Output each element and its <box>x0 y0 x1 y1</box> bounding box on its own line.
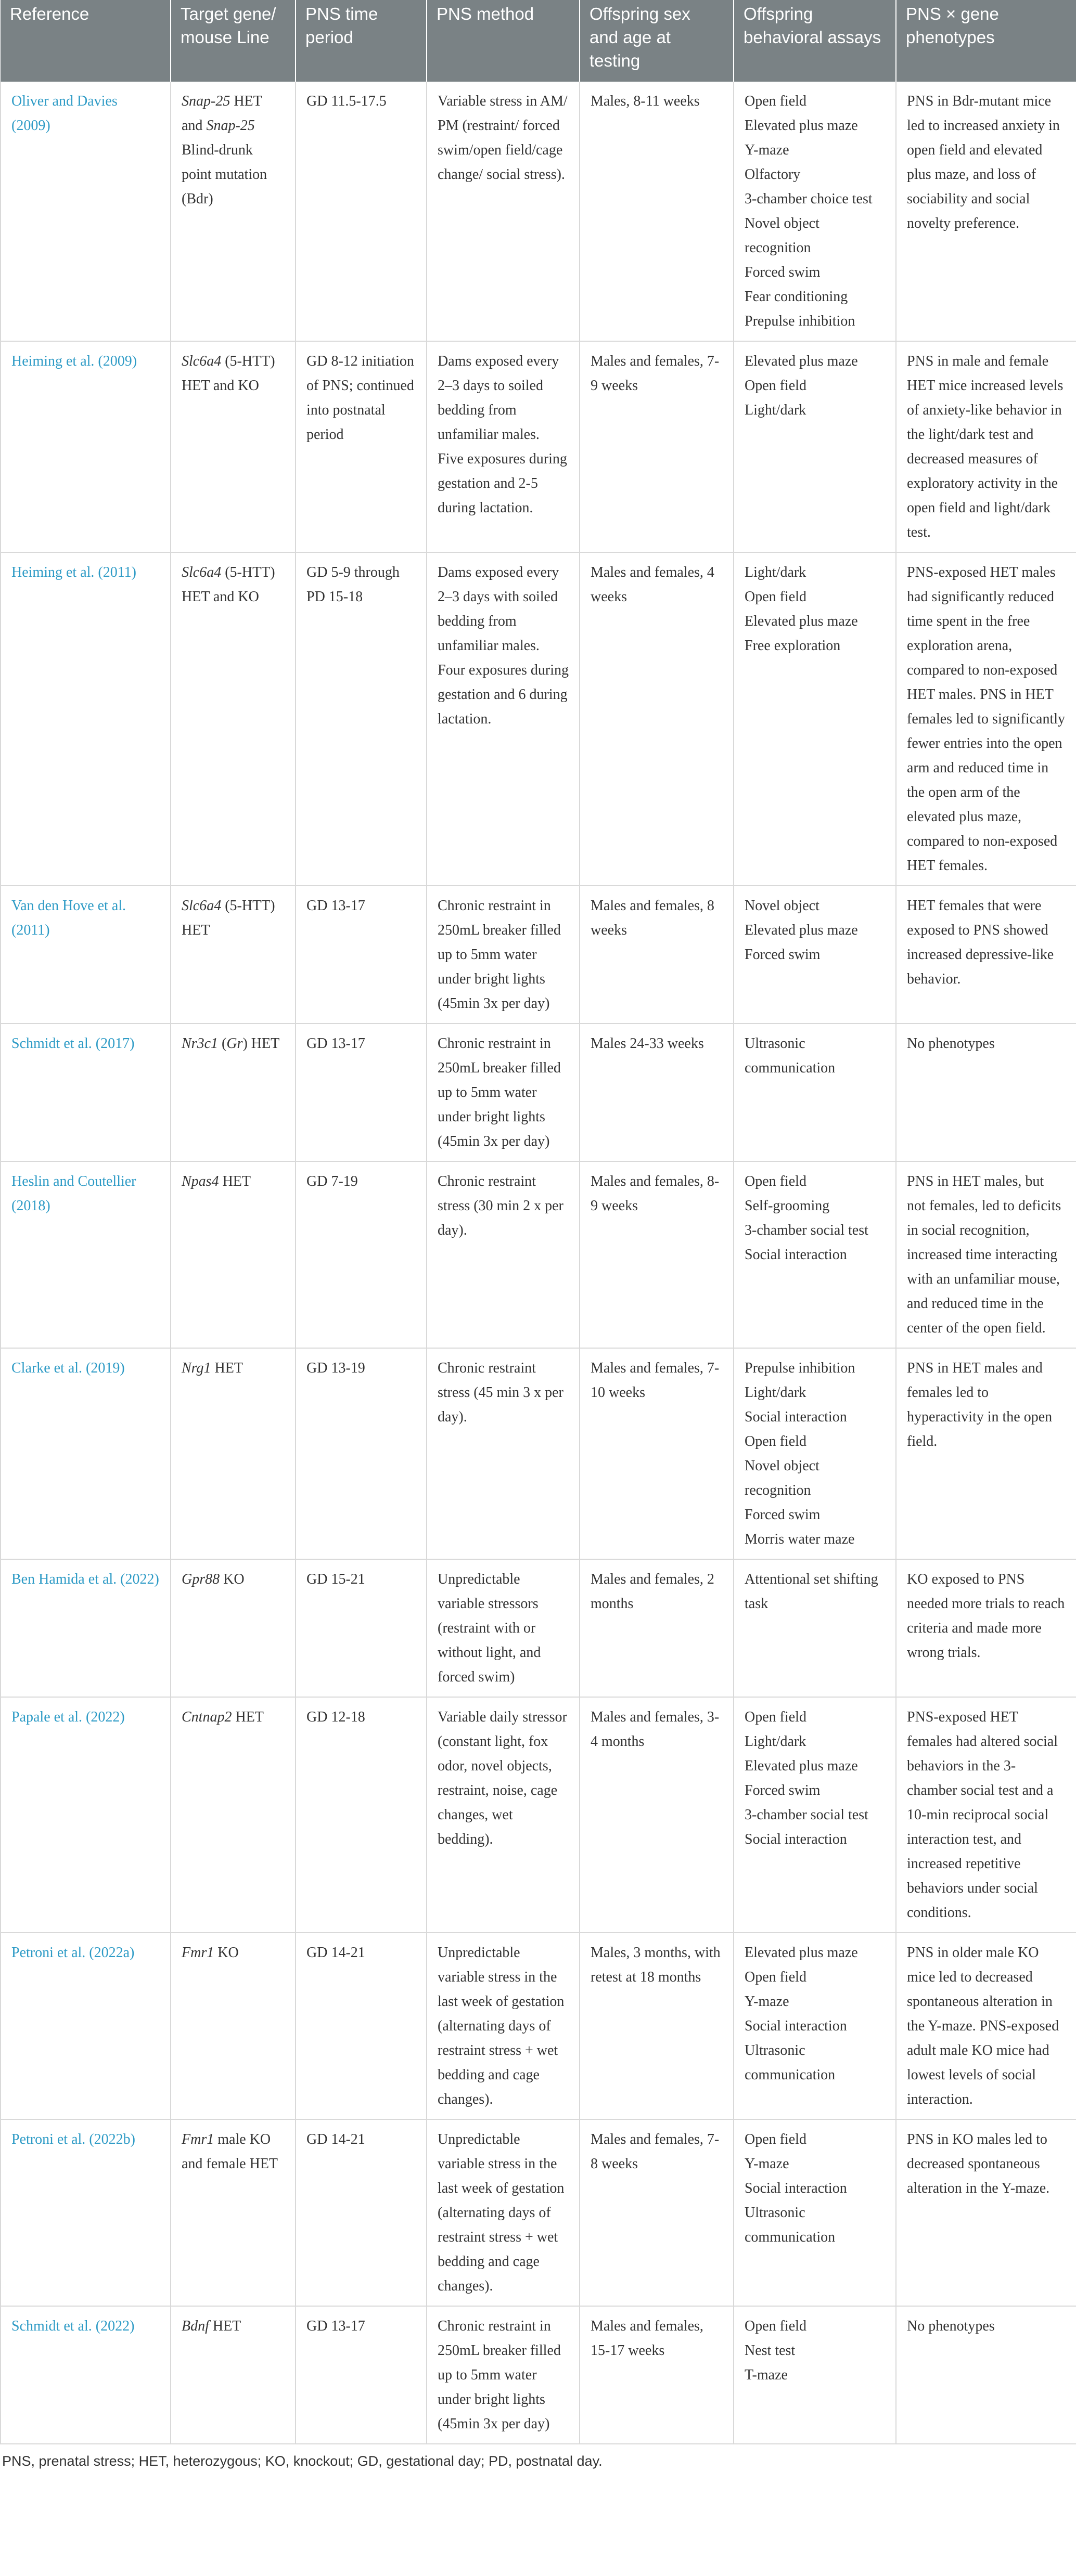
assay-item: Prepulse inhibition <box>745 313 855 329</box>
header-pns-method: PNS method <box>427 0 580 82</box>
behavioral-assays-cell <box>734 1559 896 1697</box>
pns-method-cell: Chronic restraint in 250mL breaker filled up to 5mm water under bright lights (45min 3x per day) <box>427 886 580 1024</box>
assay-item: Open field <box>745 93 806 109</box>
gene-symbol: Gpr88 <box>182 1571 220 1587</box>
phenotypes-cell: PNS-exposed HET males had significantly reduced time spent in the free exploration arena, compared to non-exposed HET males. PNS in HET females led to significantly fewer entries into the open arm and reduced time in the open arm of the elevated plus maze, compared to non-exposed HET females. <box>896 552 1076 886</box>
assay-item: Open field <box>745 1969 806 1985</box>
pns-method-cell: Unpredictable variable stressors (restraint with or without light, and forced swim) <box>427 1559 580 1697</box>
pns-time-period-cell: GD 14-21 <box>296 2119 427 2306</box>
assay-item: Ultrasonic communication <box>745 2042 836 2083</box>
offspring-sex-age-cell: Males and females, 2 months <box>580 1559 734 1697</box>
reference-link[interactable]: Schmidt et al. (2022) <box>1 2306 171 2444</box>
assay-item: Fear conditioning <box>745 289 848 305</box>
header-phenotypes: PNS × gene phenotypes <box>896 0 1076 82</box>
behavioral-assays-cell <box>734 1024 896 1161</box>
reference-link[interactable]: Heiming et al. (2011) <box>1 552 171 886</box>
phenotypes-cell: PNS-exposed HET females had altered social behaviors in the 3-chamber social test and a 10-min reciprocal social interaction test, and increased repetitive behaviors under social conditions. <box>896 1697 1076 1933</box>
assay-item: Y-maze <box>745 1994 789 2010</box>
reference-link[interactable]: Petroni et al. (2022a) <box>1 1933 171 2119</box>
phenotypes-cell: PNS in KO males led to decreased spontaneous alteration in the Y-maze. <box>896 2119 1076 2306</box>
gene-text: KO <box>220 1571 245 1587</box>
pns-method-cell: Chronic restraint stress (30 min 2 x per day). <box>427 1161 580 1348</box>
assay-item: Open field <box>745 2131 806 2147</box>
table-row <box>1 2119 1076 2306</box>
table-row <box>1 1933 1076 2119</box>
table-body <box>1 82 1076 2444</box>
pns-time-period-cell: GD 14-21 <box>296 1933 427 2119</box>
behavioral-assays-cell <box>734 2306 896 2444</box>
gene-symbol: Snap-25 <box>206 118 255 134</box>
assay-item: Social interaction <box>745 1247 847 1263</box>
pns-time-period-cell: GD 13-19 <box>296 1348 427 1559</box>
assay-item: Open field <box>745 1709 806 1725</box>
header-offspring-sex-age: Offspring sex and age at testing <box>580 0 734 82</box>
table-footnote: PNS, prenatal stress; HET, heterozygous; KO, knockout; GD, gestational day; PD, postnatal day. <box>2 2453 603 2469</box>
assay-item: Light/dark <box>745 1384 806 1401</box>
assay-item: Forced swim <box>745 264 821 280</box>
assay-item: 3-chamber choice test <box>745 191 873 207</box>
reference-link[interactable]: Oliver and Davies (2009) <box>1 82 171 341</box>
assay-item: Open field <box>745 589 806 605</box>
assay-item: Novel object recognition <box>745 1458 819 1498</box>
reference-link[interactable]: Schmidt et al. (2017) <box>1 1024 171 1161</box>
assay-item: Self-grooming <box>745 1198 830 1214</box>
pns-time-period-cell: GD 11.5-17.5 <box>296 82 427 341</box>
gene-text: KO <box>214 1945 239 1961</box>
pns-time-period-cell: GD 12-18 <box>296 1697 427 1933</box>
target-gene-cell <box>171 1933 296 2119</box>
reference-link[interactable]: Clarke et al. (2019) <box>1 1348 171 1559</box>
pns-time-period-cell: GD 13-17 <box>296 1024 427 1161</box>
assay-item: Y-maze <box>745 2156 789 2172</box>
pns-time-period-cell: GD 5-9 through PD 15-18 <box>296 552 427 886</box>
pns-method-cell: Chronic restraint in 250mL breaker filled up to 5mm water under bright lights (45min 3x per day) <box>427 2306 580 2444</box>
header-reference: Reference <box>1 0 171 82</box>
table-row <box>1 886 1076 1024</box>
behavioral-assays-cell <box>734 552 896 886</box>
assay-item: Elevated plus maze <box>745 118 858 134</box>
assay-item: 3-chamber social test <box>745 1807 868 1823</box>
behavioral-assays-cell <box>734 2119 896 2306</box>
pns-time-period-cell: GD 13-17 <box>296 2306 427 2444</box>
assay-item: Elevated plus maze <box>745 613 858 629</box>
gene-text: (5-HTT) HET and KO <box>182 564 275 605</box>
assay-item: Social interaction <box>745 1409 847 1425</box>
assay-item: Ultrasonic communication <box>745 2205 836 2245</box>
behavioral-assays-cell <box>734 1348 896 1559</box>
assay-item: Elevated plus maze <box>745 1758 858 1774</box>
pns-method-cell: Dams exposed every 2–3 days to soiled bedding from unfamiliar males. Five exposures during gestation and 2-5 during lactation. <box>427 341 580 552</box>
target-gene-cell <box>171 1161 296 1348</box>
phenotypes-cell: PNS in Bdr-mutant mice led to increased anxiety in open field and elevated plus maze, and loss of sociability and social novelty preference. <box>896 82 1076 341</box>
assay-item: 3-chamber social test <box>745 1222 868 1238</box>
reference-link[interactable]: Papale et al. (2022) <box>1 1697 171 1933</box>
table-row <box>1 341 1076 552</box>
gene-text: ) HET <box>242 1035 280 1052</box>
target-gene-cell <box>171 1348 296 1559</box>
assay-item: Morris water maze <box>745 1531 855 1547</box>
assay-item: Elevated plus maze <box>745 1945 858 1961</box>
gene-text: ( <box>218 1035 227 1052</box>
table-header <box>1 0 1076 82</box>
offspring-sex-age-cell: Males and females, 7-10 weeks <box>580 1348 734 1559</box>
behavioral-assays-cell <box>734 341 896 552</box>
header-behavioral-assays: Offspring behavioral assays <box>734 0 896 82</box>
assay-item: Forced swim <box>745 1507 821 1523</box>
assay-item: T-maze <box>745 2367 788 2383</box>
offspring-sex-age-cell: Males and females, 15-17 weeks <box>580 2306 734 2444</box>
table-row <box>1 1161 1076 1348</box>
table-row <box>1 82 1076 341</box>
assay-item: Elevated plus maze <box>745 922 858 938</box>
gene-text: HET <box>219 1173 251 1189</box>
gene-symbol: Slc6a4 <box>182 898 222 914</box>
offspring-sex-age-cell: Males and females, 7-8 weeks <box>580 2119 734 2306</box>
assay-item: Prepulse inhibition <box>745 1360 855 1376</box>
assay-item: Olfactory <box>745 166 801 183</box>
assay-item: Open field <box>745 1433 806 1449</box>
phenotypes-cell: HET females that were exposed to PNS showed increased depressive-like behavior. <box>896 886 1076 1024</box>
assay-item: Light/dark <box>745 1733 806 1750</box>
table-row <box>1 2306 1076 2444</box>
offspring-sex-age-cell: Males and females, 3-4 months <box>580 1697 734 1933</box>
reference-link[interactable]: Van den Hove et al. (2011) <box>1 886 171 1024</box>
phenotypes-cell: KO exposed to PNS needed more trials to reach criteria and made more wrong trials. <box>896 1559 1076 1697</box>
gene-text: HET <box>211 1360 243 1376</box>
gene-symbol: Slc6a4 <box>182 564 222 580</box>
phenotypes-cell: PNS in HET males, but not females, led to deficits in social recognition, increased time interacting with an unfamiliar mouse, and reduced time in the center of the open field. <box>896 1161 1076 1348</box>
assay-item: Novel object recognition <box>745 215 819 256</box>
target-gene-cell <box>171 2119 296 2306</box>
pns-method-cell: Unpredictable variable stress in the last week of gestation (alternating days of restraint stress + wet bedding and cage changes). <box>427 1933 580 2119</box>
assay-item: Open field <box>745 1173 806 1189</box>
behavioral-assays-cell <box>734 1697 896 1933</box>
gene-symbol: Fmr1 <box>182 1945 214 1961</box>
behavioral-assays-cell <box>734 886 896 1024</box>
pns-time-period-cell: GD 13-17 <box>296 886 427 1024</box>
header-pns-time-period: PNS time period <box>296 0 427 82</box>
behavioral-assays-cell <box>734 1161 896 1348</box>
assay-item: Free exploration <box>745 638 841 654</box>
assay-item: Light/dark <box>745 564 806 580</box>
table-row <box>1 552 1076 886</box>
reference-link[interactable]: Heslin and Coutellier (2018) <box>1 1161 171 1348</box>
gene-symbol: Snap-25 <box>182 93 230 109</box>
table-row <box>1 1697 1076 1933</box>
phenotypes-cell: No phenotypes <box>896 1024 1076 1161</box>
assay-item: Y-maze <box>745 142 789 158</box>
assay-item: Forced swim <box>745 1782 821 1798</box>
offspring-sex-age-cell: Males and females, 4 weeks <box>580 552 734 886</box>
assay-item: Light/dark <box>745 402 806 418</box>
offspring-sex-age-cell: Males, 8-11 weeks <box>580 82 734 341</box>
pns-time-period-cell: GD 8-12 initiation of PNS; continued into postnatal period <box>296 341 427 552</box>
gene-symbol: Nr3c1 <box>182 1035 218 1052</box>
gene-symbol: Slc6a4 <box>182 353 222 369</box>
gene-text: Blind-drunk point mutation (Bdr) <box>182 142 267 207</box>
target-gene-cell <box>171 886 296 1024</box>
assay-item: Elevated plus maze <box>745 353 858 369</box>
reference-link[interactable]: Heiming et al. (2009) <box>1 341 171 552</box>
target-gene-cell <box>171 82 296 341</box>
offspring-sex-age-cell: Males, 3 months, with retest at 18 months <box>580 1933 734 2119</box>
reference-link[interactable]: Petroni et al. (2022b) <box>1 2119 171 2306</box>
offspring-sex-age-cell: Males and females, 8 weeks <box>580 886 734 1024</box>
pns-method-cell: Unpredictable variable stress in the last week of gestation (alternating days of restraint stress + wet bedding and cage changes). <box>427 2119 580 2306</box>
target-gene-cell <box>171 552 296 886</box>
phenotypes-cell: PNS in male and female HET mice increased levels of anxiety-like behavior in the light/dark test and decreased measures of exploratory activity in the open field and light/dark test. <box>896 341 1076 552</box>
gene-text: male KO and female HET <box>182 2131 278 2172</box>
gene-symbol: Cntnap2 <box>182 1709 232 1725</box>
gene-text: HET <box>232 1709 264 1725</box>
pns-method-cell: Variable daily stressor (constant light, fox odor, novel objects, restraint, noise, cage changes, wet bedding). <box>427 1697 580 1933</box>
header-target-gene: Target gene/ mouse Line <box>171 0 296 82</box>
assay-item: Social interaction <box>745 2180 847 2196</box>
pns-method-cell: Chronic restraint stress (45 min 3 x per day). <box>427 1348 580 1559</box>
pns-method-cell: Dams exposed every 2–3 days with soiled bedding from unfamiliar males. Four exposures during gestation and 6 during lactation. <box>427 552 580 886</box>
gene-text: HET and <box>182 93 262 134</box>
pns-method-cell: Chronic restraint in 250mL breaker filled up to 5mm water under bright lights (45min 3x per day) <box>427 1024 580 1161</box>
behavioral-assays-cell <box>734 1933 896 2119</box>
table-row <box>1 1348 1076 1559</box>
target-gene-cell <box>171 2306 296 2444</box>
table-row <box>1 1024 1076 1161</box>
gene-symbol: Nrg1 <box>182 1360 211 1376</box>
assay-item: Nest test <box>745 2342 796 2359</box>
gene-symbol: Fmr1 <box>182 2131 214 2147</box>
assay-item: Attentional set shifting task <box>745 1571 878 1612</box>
assay-item: Novel object <box>745 898 819 914</box>
phenotypes-cell: PNS in older male KO mice led to decreased spontaneous alteration in the Y-maze. PNS-exposed adult male KO mice had lowest levels of social interaction. <box>896 1933 1076 2119</box>
offspring-sex-age-cell: Males 24-33 weeks <box>580 1024 734 1161</box>
gene-symbol: Bdnf <box>182 2318 209 2334</box>
gene-symbol: Gr <box>226 1035 243 1052</box>
gene-text: (5-HTT) HET and KO <box>182 353 275 394</box>
assay-item: Open field <box>745 2318 806 2334</box>
assay-item: Forced swim <box>745 947 821 963</box>
phenotypes-cell: No phenotypes <box>896 2306 1076 2444</box>
target-gene-cell <box>171 1559 296 1697</box>
pns-time-period-cell: GD 7-19 <box>296 1161 427 1348</box>
gene-text: HET <box>209 2318 241 2334</box>
reference-link[interactable]: Ben Hamida et al. (2022) <box>1 1559 171 1697</box>
phenotypes-cell: PNS in HET males and females led to hyperactivity in the open field. <box>896 1348 1076 1559</box>
assay-item: Ultrasonic communication <box>745 1035 836 1076</box>
gene-text: (5-HTT) HET <box>182 898 275 938</box>
pns-time-period-cell: GD 15-21 <box>296 1559 427 1697</box>
header-row <box>1 0 1076 82</box>
target-gene-cell <box>171 1024 296 1161</box>
target-gene-cell <box>171 341 296 552</box>
assay-item: Social interaction <box>745 2018 847 2034</box>
assay-item: Open field <box>745 378 806 394</box>
assay-item: Social interaction <box>745 1831 847 1847</box>
pns-method-cell: Variable stress in AM/ PM (restraint/ forced swim/open field/cage change/ social stress). <box>427 82 580 341</box>
behavioral-assays-cell <box>734 82 896 341</box>
offspring-sex-age-cell: Males and females, 7-9 weeks <box>580 341 734 552</box>
gene-symbol: Npas4 <box>182 1173 219 1189</box>
offspring-sex-age-cell: Males and females, 8-9 weeks <box>580 1161 734 1348</box>
table-row <box>1 1559 1076 1697</box>
target-gene-cell <box>171 1697 296 1933</box>
